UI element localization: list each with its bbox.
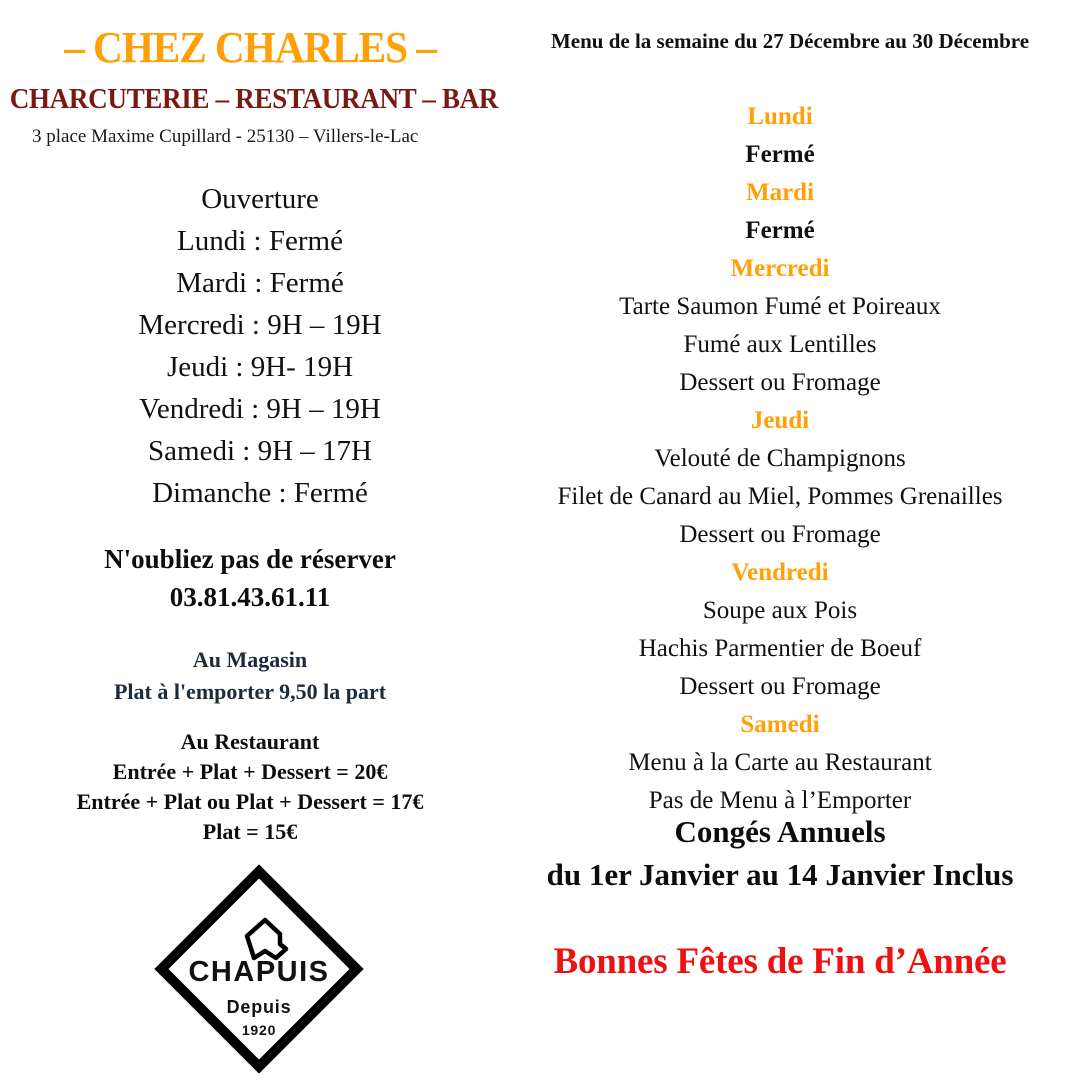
left-column [0, 0, 520, 1080]
reservation-notice: N'oubliez pas de réserver [104, 544, 396, 574]
business-name: – CHEZ CHARLES – [64, 23, 436, 72]
business-tagline: CHARCUTERIE – RESTAURANT – BAR [9, 84, 499, 115]
business-address: 3 place Maxime Cupillard - 25130 – Villers-le-Lac [32, 126, 419, 147]
hours-row-dimanche: Dimanche : Fermé [152, 477, 368, 509]
menu-day-jeudi: Jeudi [750, 407, 810, 434]
menu-dish: Fumé aux Lentilles [683, 331, 877, 358]
logo-since-label: Depuis [226, 997, 292, 1017]
hours-row-lundi: Lundi : Fermé [177, 225, 343, 257]
shop-title: Au Magasin [192, 647, 308, 672]
opening-hours [0, 178, 520, 514]
menu-dish: Tarte Saumon Fumé et Poireaux [619, 293, 941, 320]
menu-dish: Filet de Canard au Miel, Pommes Grenailles [557, 483, 1003, 510]
opening-hours-title: Ouverture [201, 183, 319, 215]
menu-day-mercredi: Mercredi [730, 255, 830, 282]
hours-row-mercredi: Mercredi : 9H – 19H [138, 309, 382, 341]
right-column [500, 0, 1080, 1080]
shop-offer-block [0, 644, 500, 708]
shop-takeaway-price: Plat à l'emporter 9,50 la part [113, 679, 387, 704]
menu-day-lundi: Lundi [747, 103, 813, 130]
menu-dish: Dessert ou Fromage [679, 673, 881, 700]
menu-dish: Hachis Parmentier de Boeuf [638, 635, 922, 662]
holiday-title: Congés Annuels [674, 814, 886, 849]
restaurant-title: Au Restaurant [180, 729, 320, 754]
reservation-block [0, 540, 500, 616]
menu-day-vendredi: Vendredi [731, 559, 829, 586]
restaurant-price-two: Entrée + Plat ou Plat + Dessert = 17€ [76, 789, 424, 814]
menu-dish: Soupe aux Pois [702, 597, 858, 624]
menu-status-lundi: Fermé [745, 141, 815, 168]
weekly-menu-list [500, 98, 1060, 820]
menu-week-header: Menu de la semaine du 27 Décembre au 30 Décembre [550, 29, 1030, 53]
season-greeting: Bonnes Fêtes de Fin d’Année [553, 941, 1007, 982]
menu-day-mardi: Mardi [745, 179, 815, 206]
holiday-dates: du 1er Janvier au 14 Janvier Inclus [546, 857, 1014, 892]
menu-dish: Dessert ou Fromage [679, 369, 881, 396]
menu-dish: Menu à la Carte au Restaurant [628, 749, 932, 776]
chapuis-logo [148, 858, 370, 1080]
restaurant-price-full: Entrée + Plat + Dessert = 20€ [112, 759, 388, 784]
hours-row-jeudi: Jeudi : 9H- 19H [166, 351, 354, 383]
restaurant-price-block [0, 727, 500, 847]
logo-since-year: 1920 [241, 1022, 277, 1038]
hours-row-vendredi: Vendredi : 9H – 19H [139, 393, 381, 425]
hours-row-samedi: Samedi : 9H – 17H [148, 435, 372, 467]
menu-day-samedi: Samedi [740, 711, 820, 738]
arrow-chalet-icon [247, 920, 286, 958]
menu-dish: Velouté de Champignons [654, 445, 906, 472]
restaurant-price-main: Plat = 15€ [202, 819, 298, 844]
hours-row-mardi: Mardi : Fermé [176, 267, 344, 299]
menu-dish: Pas de Menu à l’Emporter [648, 787, 912, 814]
menu-dish: Dessert ou Fromage [679, 521, 881, 548]
chapuis-logo-svg [148, 858, 370, 1080]
logo-brand-text: CHAPUIS [188, 956, 330, 988]
menu-status-mardi: Fermé [745, 217, 815, 244]
reservation-phone[interactable]: 03.81.43.61.11 [169, 582, 331, 612]
annual-holiday-notice [500, 810, 1060, 896]
